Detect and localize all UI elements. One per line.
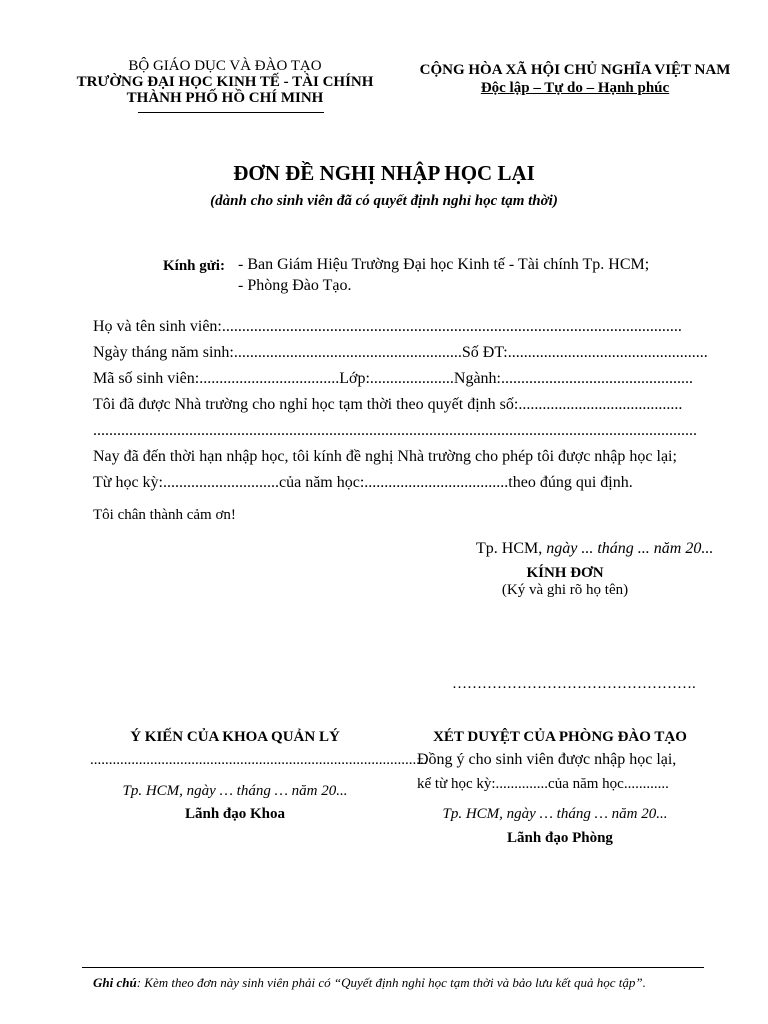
faculty-opinion-dots[interactable]: .......................................................................................... [90,752,428,768]
signer-note: (Ký và ghi rõ họ tên) [501,582,629,598]
form-subtitle: (dành cho sinh viên đã có quyết định nghỉ học tạm thời) [210,193,558,209]
header-left [60,58,390,106]
request-sentence: Nay đã đến thời hạn nhập học, tôi kính đề nghị Nhà trường cho phép tôi được nhập học lại; [93,448,677,465]
training-date: Tp. HCM, ngày … tháng … năm 20... [442,806,668,822]
addressee-line-1: - Ban Giám Hiệu Trường Đại học Kinh tế - Tài chính Tp. HCM; [238,256,650,273]
thanks-text: Tôi chân thành cảm ơn! [93,507,236,523]
footnote-label: Ghi chú [93,975,137,990]
signer-signature-dots[interactable]: …………………………………………. [452,676,696,692]
national-motto: Độc lập – Tự do – Hạnh phúc [480,80,670,96]
field-from-semester[interactable]: Từ học kỳ:.............................của năm học:....................................theo đúng qui định. [93,474,633,491]
ministry-name: BỘ GIÁO DỤC VÀ ĐÀO TẠO [128,58,322,74]
field-student-id[interactable]: Mã số sinh viên:...................................Lớp:.....................Ngành:................................................ [93,370,693,387]
field-decision-continued[interactable]: ....................................................................................................................................................... [93,422,697,439]
place-date [476,540,713,558]
training-leader: Lãnh đạo Phòng [507,830,613,846]
city-name: THÀNH PHỐ HỒ CHÍ MINH [126,90,324,106]
footnote-divider [82,967,704,968]
university-name: TRƯỜNG ĐẠI HỌC KINH TẾ - TÀI CHÍNH [76,74,374,90]
training-approval-title: XÉT DUYỆT CỦA PHÒNG ĐÀO TẠO [433,729,687,745]
field-student-name[interactable]: Họ và tên sinh viên:................................................................................................................... [93,318,682,335]
place-date-rest: ngày ... tháng ... năm 20... [546,540,714,557]
field-date-of-birth[interactable]: Ngày tháng năm sinh:.........................................................Số ĐT:.................................................. [93,344,708,361]
training-approval-line-1: Đồng ý cho sinh viên được nhập học lại, [417,751,677,768]
faculty-date: Tp. HCM, ngày … tháng … năm 20... [122,783,348,799]
field-decision-number[interactable]: Tôi đã được Nhà trường cho nghỉ học tạm thời theo quyết định số:......................................... [93,396,683,413]
signer-label: KÍNH ĐƠN [526,565,604,581]
header-right [405,61,745,97]
addressee-label: Kính gửi: [163,258,225,274]
addressee-line-2: - Phòng Đào Tạo. [238,277,352,294]
faculty-leader: Lãnh đạo Khoa [184,806,286,822]
header-left-underline [138,112,324,113]
footnote [93,975,646,991]
place-date-prefix: Tp. HCM, [476,540,543,557]
faculty-opinion-title: Ý KIẾN CỦA KHOA QUẢN LÝ [130,729,340,745]
training-approval-line-2[interactable]: kể từ học kỳ:..............của năm học............ [417,776,669,792]
footnote-text: : Kèm theo đơn này sinh viên phải có “Quyết định nghỉ học tạm thời và bảo lưu kết quả học tập”. [136,975,646,990]
form-title: ĐƠN ĐỀ NGHỊ NHẬP HỌC LẠI [233,161,535,185]
country-name: CỘNG HÒA XÃ HỘI CHỦ NGHĨA VIỆT NAM [419,62,731,78]
